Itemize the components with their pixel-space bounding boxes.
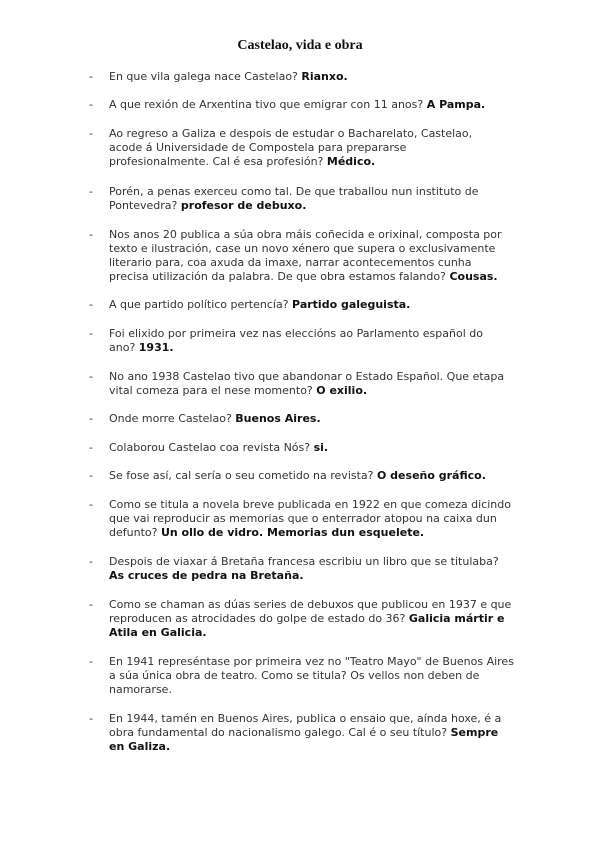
answer: A Pampa.	[426, 98, 486, 111]
list-bullet: -	[89, 98, 93, 111]
question-text	[109, 412, 529, 426]
list-bullet: -	[89, 655, 93, 668]
question-text	[109, 370, 529, 398]
page-title: Castelao, vida e obra	[237, 38, 363, 53]
question-text	[109, 555, 529, 583]
question: A que partido político pertencía?	[109, 298, 293, 311]
question: Despois de viaxar á Bretaña francesa escribiu un libro que se titulaba?	[109, 555, 499, 568]
answer: O exilio.	[316, 384, 368, 397]
question-text	[109, 598, 529, 640]
question-text	[109, 712, 529, 754]
answer: Rianxo.	[301, 70, 348, 83]
question: A que rexión de Arxentina tivo que emigrar con 11 anos?	[109, 98, 427, 111]
list-bullet: -	[89, 441, 93, 454]
question-text	[109, 298, 529, 312]
question-text	[109, 655, 529, 697]
question: Como se chaman as dúas series de debuxos que publicou en 1937 e que reproducen as atrocidades do golpe de estado do 36?	[109, 598, 512, 625]
question: En 1944, tamén en Buenos Aires, publica o ensaio que, aínda hoxe, é a obra fundamental do nacionalismo galego. Cal é o seu título?	[109, 712, 502, 739]
answer: Galicia mártir e Atila en Galicia.	[109, 612, 505, 639]
list-bullet: -	[89, 412, 93, 425]
answer: 1931.	[138, 341, 174, 354]
list-bullet: -	[89, 469, 93, 482]
question: Nos anos 20 publica a súa obra máis coñecida e orixinal, composta por texto e ilustración, case un novo xénero que supera o exclusivamente literario para, coa axuda da imaxe, narrar acontecementos cunha precisa utilización da palabra. De que obra estamos falando?	[109, 228, 502, 283]
question-text	[109, 469, 529, 483]
question: Porén, a penas exerceu como tal. De que traballou nun instituto de Pontevedra?	[109, 185, 479, 212]
question-text	[109, 228, 529, 284]
question-text	[109, 70, 529, 84]
list-bullet: -	[89, 327, 93, 340]
question-text	[109, 185, 529, 213]
answer: Buenos Aires.	[235, 412, 321, 425]
question: Foi elixido por primeira vez nas eleccións ao Parlamento español do ano?	[109, 327, 483, 354]
answer: si.	[313, 441, 329, 454]
question: Se fose así, cal sería o seu cometido na revista?	[109, 469, 377, 482]
question: Ao regreso a Galiza e despois de estudar o Bacharelato, Castelao, acode á Universidade de Compostela para prepararse profesionalmente. Cal é esa profesión?	[109, 127, 473, 168]
answer: Partido galeguista.	[292, 298, 411, 311]
question: En 1941 represéntase por primeira vez no "Teatro Mayo" de Buenos Aires a súa única obra de teatro. Como se titula? Os vellos non deben de namorarse.	[109, 655, 514, 696]
question-text	[109, 498, 529, 540]
question-text	[109, 441, 529, 455]
question-text	[109, 327, 529, 355]
question-text	[109, 98, 529, 112]
list-bullet: -	[89, 127, 93, 140]
list-bullet: -	[89, 185, 93, 198]
answer: profesor de debuxo.	[180, 199, 307, 212]
answer: Médico.	[326, 155, 376, 168]
list-bullet: -	[89, 70, 93, 83]
answer: As cruces de pedra na Bretaña.	[109, 569, 304, 582]
list-bullet: -	[89, 228, 93, 241]
list-bullet: -	[89, 712, 93, 725]
list-bullet: -	[89, 598, 93, 611]
question: Como se titula a novela breve publicada en 1922 en que comeza dicindo que vai reproducir as memorias que o enterrador atopou na caixa dun defunto?	[109, 498, 511, 539]
question: Colaborou Castelao coa revista Nós?	[109, 441, 314, 454]
question-text	[109, 127, 529, 169]
question: No ano 1938 Castelao tivo que abandonar o Estado Español. Que etapa vital comeza para el nese momento?	[109, 370, 505, 397]
list-bullet: -	[89, 555, 93, 568]
answer: Cousas.	[449, 270, 498, 283]
list-bullet: -	[89, 370, 93, 383]
question: Onde morre Castelao?	[109, 412, 236, 425]
answer: Sempre en Galiza.	[109, 726, 499, 753]
answer: O deseño gráfico.	[377, 469, 486, 482]
question: En que vila galega nace Castelao?	[109, 70, 302, 83]
answer: Un ollo de vidro. Memorias dun esquelete.	[160, 526, 425, 539]
list-bullet: -	[89, 498, 93, 511]
list-bullet: -	[89, 298, 93, 311]
